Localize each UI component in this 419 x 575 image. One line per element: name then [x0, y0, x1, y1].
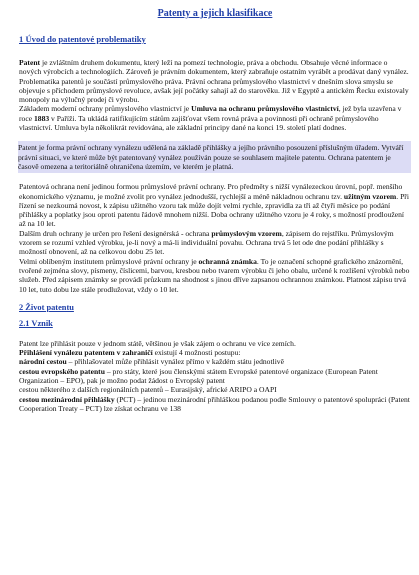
term-foreign-filing: Přihlášení vynálezu patentem v zahraničí	[19, 348, 153, 358]
document-title: Patenty a jejich klasifikace	[157, 8, 273, 19]
term-utility-model: užitným vzorem	[343, 191, 397, 201]
protection-forms-paragraph: Patentová ochrana není jedinou formou průmyslové právní ochrany. Pro předměty s nižší vynálezeckou úrovní, popř. menšího ekonomického významu, je možné zvolit pro vynález jednodušší, rychlejší a méně nákladnou ochranu tzv. užitným vzorem. Při řízení se nezkoumá novost, k zápisu užitného vzoru tak může dojít velmi rychle, zpravidla za tři až čtyři měsíce po podání přihlášky a poplatky jsou oproti patentu řádově mnohem nižší. Doba ochrany užitného vzoru je 4 roky, s možností prodloužení až na 10 let. Dalším druh ochrany je určen pro řešení designérská - ochrana průmyslovým vzorem, zápisem do rejstříku. Průmyslovým vzorem se rozumí vzhled výrobku, je-li nový a má-li individuální povahu. Ochrana trvá 5 let ode dne podání přihlášky s možností obnovení, až na celkovou dobu 25 let. Velmi oblíbeným institutem průmyslové právní ochrany je ochranná známka. To je označení schopné grafického znázornění, tvořené zejména slovy, písmeny, číslicemi, barvou, kresbou nebo tvarem výrobku či jeho obalu, určené k rozlišení výrobků nebo služeb. Před zápisem známky se provádí průzkum na shodnost s jinou dříve zapsanou ochrannou známkou. Platnost zápisu trvá 10 let, tuto dobu lze stále prodlužovat, vždy o 10 let.	[19, 182, 410, 294]
section-heading-intro: 1 Úvod do patentové problematiky	[19, 34, 146, 44]
term-industrial-design: průmyslovým vzorem	[211, 228, 282, 238]
intro-paragraph: Patent je zvláštním druhem dokumentu, který leží na pomezí technologie, práva a obchodu. Obsahuje věcné informace o nových výrobcích a technologiích. Zároveň je právním dokumentem, který zabraňuje ostatním vyrábět a prodávat daný vynález. Problematika patentů je součástí průmyslového práva. Právní ochrana průmyslového vlastnictví v dnešním slova smyslu se objevuje s příchodem průmyslové revoluce, avšak její počátky sahají až do starověku. Již v Egyptě a antickém Řecku existovaly monopoly na výlučný prodej či výrobu. Základem moderní ochrany průmyslového vlastnictví je Umluva na ochranu průmyslového vlastnictví, jež byla uzavřena v roce 1883 v Paříži. Ta ukládá ratifikujícím státům zajišťovat všem rovná práva a povinnosti při ochraně průmyslového vlastnictví. Umluva byla několikrát revidována, ale základní principy dané na konci 19. století platí dodnes.	[19, 58, 409, 133]
section-heading-patent-life: 2 Život patentu	[19, 302, 74, 312]
subsection-heading-origin: 2.1 Vznik	[19, 318, 53, 328]
term-national-route: národní cestou	[19, 357, 67, 367]
term-convention: Umluva na ochranu průmyslového vlastnictví	[191, 104, 339, 114]
foreign-filing-paragraph: Přihlášení vynálezu patentem v zahraničí existují 4 možnosti postupu: národní cestou – přihlašovatel může přihlásit vynález přímo v každém státu jednotlivě cestou evropského patentu – pro státy, které jsou členskými státem Evropské patentové organizace (European Patent Organization – EPO), pak je možno podat žádost o Evropský patent cestou některého z dalších regionálních patentů – Eurasijský, africké ARIPO a OAPI cestou mezinárodní přihlášky (PCT) – jedinou mezinárodní přihláškou podanou podle Smlouvy o patentové spolupráci (Patent Cooperation Treaty – PCT) lze získat ochranu ve 138	[19, 348, 410, 413]
term-trademark: ochranná známka	[198, 256, 257, 266]
term-european-route: cestou evropského patentu	[19, 366, 105, 376]
origin-paragraph: Patent lze přihlásit pouze v jednom státě, většinou je však zájem o ochranu ve více zemích.	[19, 338, 296, 348]
term-year: 1883	[33, 113, 50, 123]
term-patent: Patent	[19, 58, 41, 67]
term-international-route: cestou mezinárodní přihlášky	[19, 394, 115, 404]
patent-definition-highlight: Patent je forma právní ochrany vynálezu udělená na základě přihlášky a jejího právního posouzení příslušným úřadem. Vytváří právní situaci, ve které může být patentovaný vynález používán pouze se souhlasem majitele patentu. Ochrana patentem je časově omezena a teritoriálně ohraničena územím, ve kterém je platná.	[18, 141, 411, 173]
document-page	[19, 8, 411, 413]
